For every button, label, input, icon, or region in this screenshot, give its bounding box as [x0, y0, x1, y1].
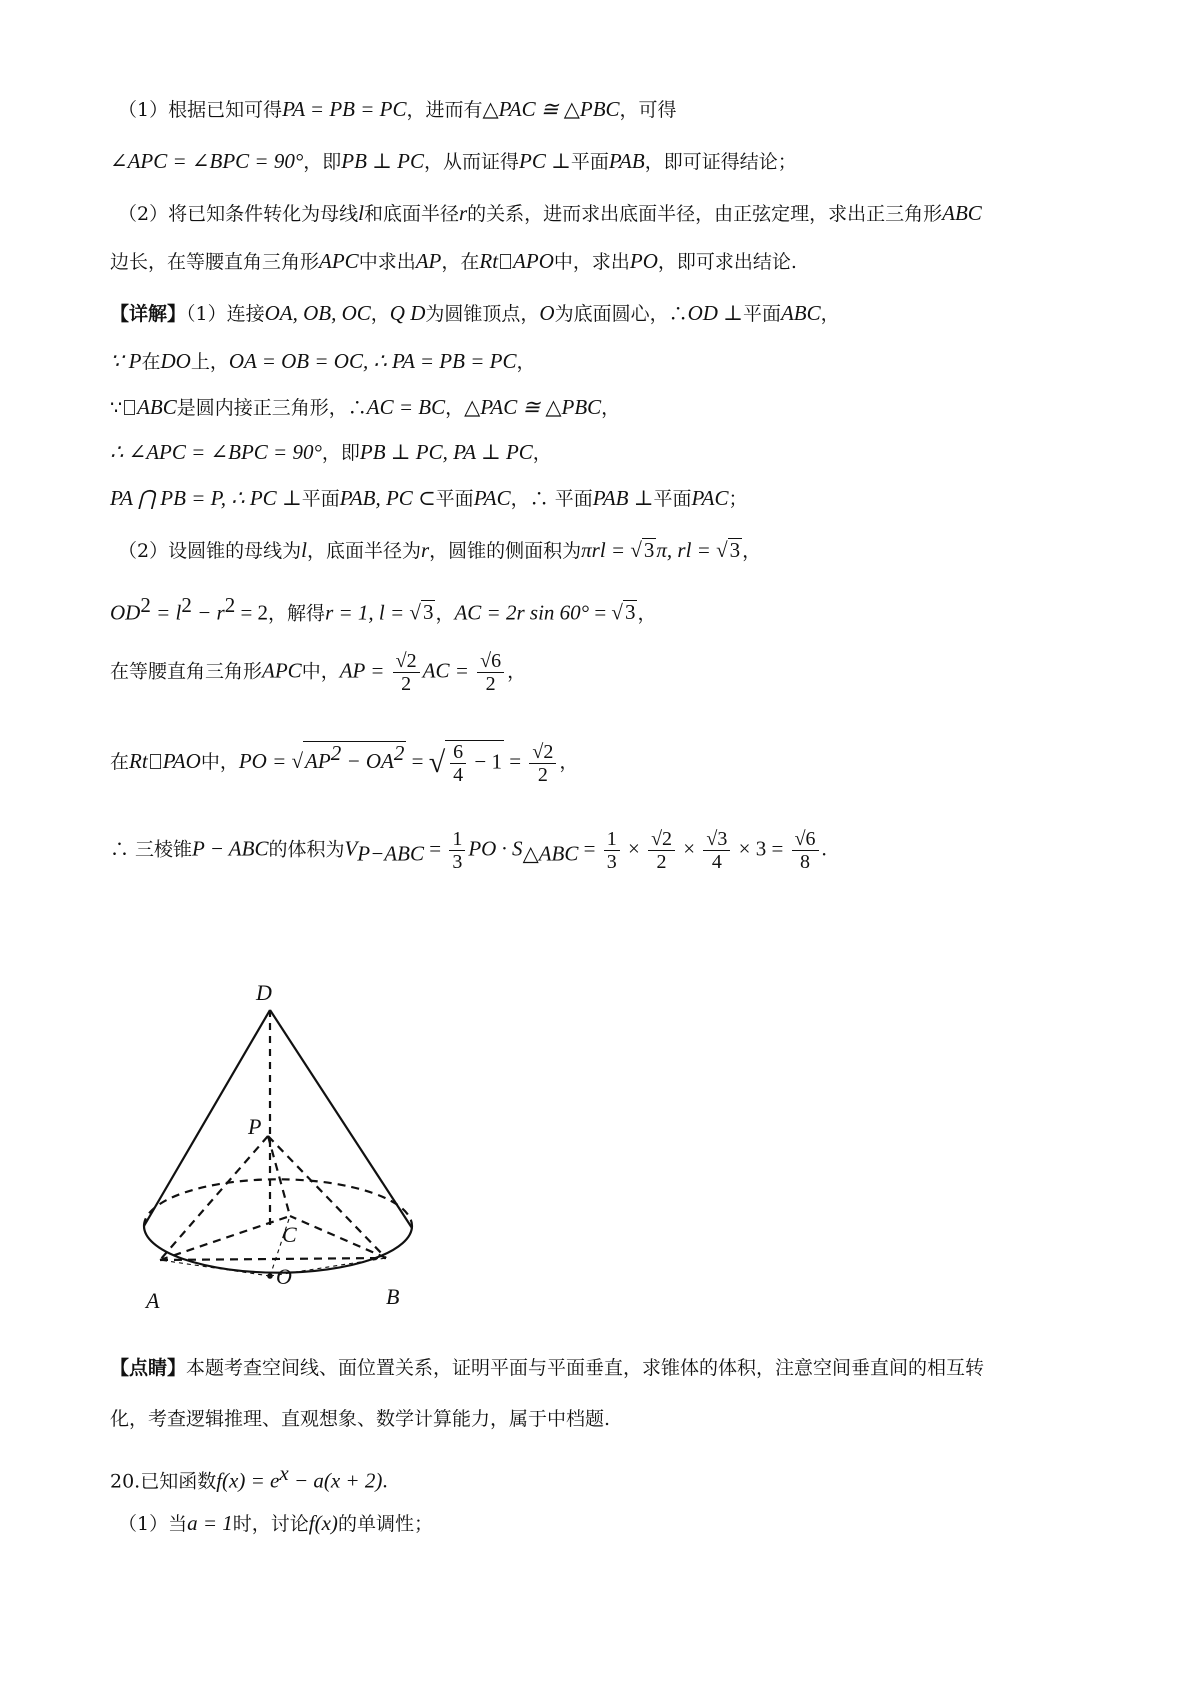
segment-ac — [160, 1216, 290, 1260]
fraction: $\frac{√2}{2}$ — [393, 650, 420, 695]
cone-right-edge — [270, 1010, 412, 1228]
cone-figure — [130, 968, 480, 1340]
analysis-line-2: ∠APC = ∠BPC = 90°，即PB ⊥ PC，从而证得PC ⊥平面PAB，即可证得结论； — [110, 149, 797, 173]
detail-line-8: 在等腰直角三角形APC中，AP = $\frac{√2}{2}$ AC = $\frac{√6}{2}$ ， — [110, 650, 527, 695]
detail-line-5: PA ⋂ PB = P, ∴ PC ⊥平面PAB, PC ⊂平面PAC，∴ 平面PAB ⊥平面PAC； — [110, 486, 748, 510]
fraction: $\frac{√2}{2}$ — [529, 741, 556, 786]
label-o: O — [276, 1264, 292, 1289]
fraction: $\frac{6}{4}$ — [450, 741, 466, 786]
detail-line-10: ∴ 三棱锥P − ABC的体积为$V_{P-ABC}$ = $\frac{1}{3}$ PO · $S_{\triangle ABC}$ = $\frac{1}{3}$ × $\frac{√2}{2}$ × $\frac{√3}{4}$ × 3 = $\frac{√6}{8}$ . — [110, 828, 827, 873]
missing-glyph-box — [500, 254, 511, 269]
question-20-part-1: （1）当a = 1时，讨论f(x)的单调性； — [118, 1511, 433, 1535]
missing-glyph-box — [150, 754, 161, 769]
fraction: $\frac{1}{3}$ — [604, 828, 620, 873]
comment-line-1: 【点睛】本题考查空间线、面位置关系，证明平面与平面垂直，求锥体的体积，注意空间垂直间的相互转 — [110, 1357, 985, 1379]
fraction: $\frac{√3}{4}$ — [703, 828, 730, 873]
detail-line-9: 在Rt PAO中，PO = $√AP^2 - OA^2$ = √ $\frac{6}{4}$ − 1 = $\frac{√2}{2}$ ， — [110, 740, 579, 786]
segment-ab — [160, 1258, 386, 1260]
detail-line-1: 【详解】（1）连接OA, OB, OC，Q D为圆锥顶点，O为底面圆心，∴OD ⊥平面ABC， — [110, 301, 840, 325]
label-a: A — [146, 1288, 160, 1313]
detail-line-6: （2）设圆锥的母线为l，底面半径为r，圆锥的侧面积为πrl = √3π, rl = √3 ， — [118, 538, 762, 562]
question-20-title: 20.已知函数$f(x) = e^x - a(x + 2)$. — [110, 1461, 388, 1493]
fraction: $\frac{√6}{2}$ — [477, 650, 504, 695]
segment-bc — [290, 1216, 386, 1258]
comment-heading: 【点睛】 — [110, 1357, 187, 1379]
analysis-line-4: 边长，在等腰直角三角形APC中求出AP，在Rt APO中，求出PO，即可求出结论. — [110, 249, 797, 273]
radical-frac: $\frac{6}{4}$ − 1 — [445, 740, 504, 786]
analysis-line-3: （2）将已知条件转化为母线l和底面半径r的关系，进而求出底面半径，由正弦定理，求出正三角形ABC — [118, 201, 982, 225]
detail-line-4: ∴ ∠APC = ∠BPC = 90°，即PB ⊥ PC, PA ⊥ PC， — [110, 440, 552, 464]
comment-line-2: 化，考查逻辑推理、直观想象、数学计算能力，属于中档题. — [110, 1408, 611, 1430]
fraction: $\frac{√6}{8}$ — [792, 828, 819, 873]
analysis-line-1: （1）根据已知可得PA = PB = PC，进而有△PAC ≅ △PBC，可得 — [118, 97, 677, 121]
radical-ap-oa: $AP^2 - OA^2$ — [305, 741, 405, 773]
base-ellipse-back — [144, 1179, 412, 1226]
center-point-o — [267, 1273, 273, 1279]
fraction: $\frac{1}{3}$ — [449, 828, 465, 873]
label-d: D — [256, 980, 272, 1005]
label-c: C — [282, 1222, 297, 1247]
detail-line-7: $OD^2 = l^2 - r^2 = 2$，解得r = 1, l = √3 ，AC = 2r sin 60° = √3 ， — [110, 593, 657, 625]
detail-heading: 【详解】 — [110, 303, 187, 325]
label-p: P — [248, 1114, 262, 1139]
fraction: $\frac{√2}{2}$ — [648, 828, 675, 873]
detail-line-2: ∵ P在DO上，OA = OB = OC, ∴ PA = PB = PC， — [110, 349, 536, 373]
label-b: B — [386, 1284, 400, 1309]
detail-line-3: ∵ ABC是圆内接正三角形，∴AC = BC，△PAC ≅ △PBC， — [110, 395, 621, 419]
missing-glyph-box — [124, 400, 135, 415]
